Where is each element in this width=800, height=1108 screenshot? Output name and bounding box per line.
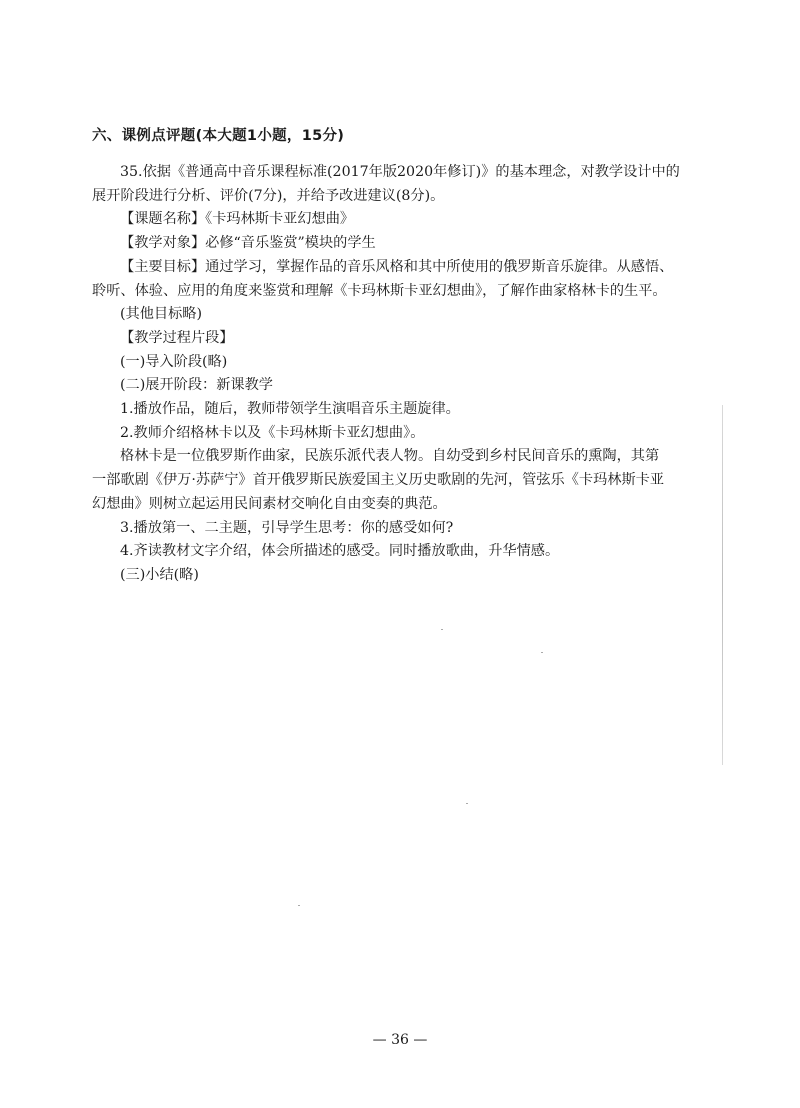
lesson-audience-line: 【教学对象】必修“音乐鉴赏”模块的学生 xyxy=(120,235,376,252)
step-3-line: 3.播放第一、二主题，引导学生思考：你的感受如何? xyxy=(120,519,454,536)
question-body xyxy=(92,161,692,588)
bio-line-3: 幻想曲》则树立起运用民间素材交响化自由变奏的典范。 xyxy=(92,495,447,512)
scan-artifact-dot xyxy=(441,629,443,630)
step-1-line: 1.播放作品，随后，教师带领学生演唱音乐主题旋律。 xyxy=(120,401,460,418)
scan-artifact-dot xyxy=(466,803,468,804)
page-number: — 36 — xyxy=(372,1032,428,1048)
bio-line-1: 格林卡是一位俄罗斯作曲家，民族乐派代表人物。自幼受到乡村民间音乐的熏陶，其第 xyxy=(120,448,660,465)
question-line-1: 35.依据《普通高中音乐课程标准(2017年版2020年修订)》的基本理念，对教学设计中的 xyxy=(120,164,680,180)
scan-artifact-line xyxy=(722,405,723,765)
process-heading: 【教学过程片段】 xyxy=(120,329,234,346)
scan-artifact-dot xyxy=(541,652,543,653)
stage-2-line: (二)展开阶段：新课教学 xyxy=(120,377,273,394)
step-4-line: 4.齐读教材文字介绍，体会所描述的感受。同时播放歌曲，升华情感。 xyxy=(120,543,560,560)
stage-3-line: (三)小结(略) xyxy=(120,566,199,583)
section-heading: 六、课例点评题(本大题1小题，15分) xyxy=(92,128,345,144)
step-2-line: 2.教师介绍格林卡以及《卡玛林斯卡亚幻想曲》。 xyxy=(120,424,425,441)
lesson-goal-line-1: 【主要目标】通过学习，掌握作品的音乐风格和其中所使用的俄罗斯音乐旋律。从感悟、 xyxy=(120,258,674,275)
stage-1-line: (一)导入阶段(略) xyxy=(120,353,228,370)
bio-line-2: 一部歌剧《伊万·苏萨宁》首开俄罗斯民族爱国主义历史歌剧的先河，管弦乐《卡玛林斯卡亚 xyxy=(92,472,665,489)
lesson-goal-line-2: 聆听、体验、应用的角度来鉴赏和理解《卡玛林斯卡亚幻想曲》，了解作曲家格林卡的生平。 xyxy=(92,282,667,299)
lesson-title-line: 【课题名称】《卡玛林斯卡亚幻想曲》 xyxy=(120,211,355,228)
question-line-2: 展开阶段进行分析、评价(7分)，并给予改进建议(8分)。 xyxy=(92,187,445,204)
scan-artifact-dot xyxy=(298,905,300,906)
other-goals-line: (其他目标略) xyxy=(120,306,203,323)
